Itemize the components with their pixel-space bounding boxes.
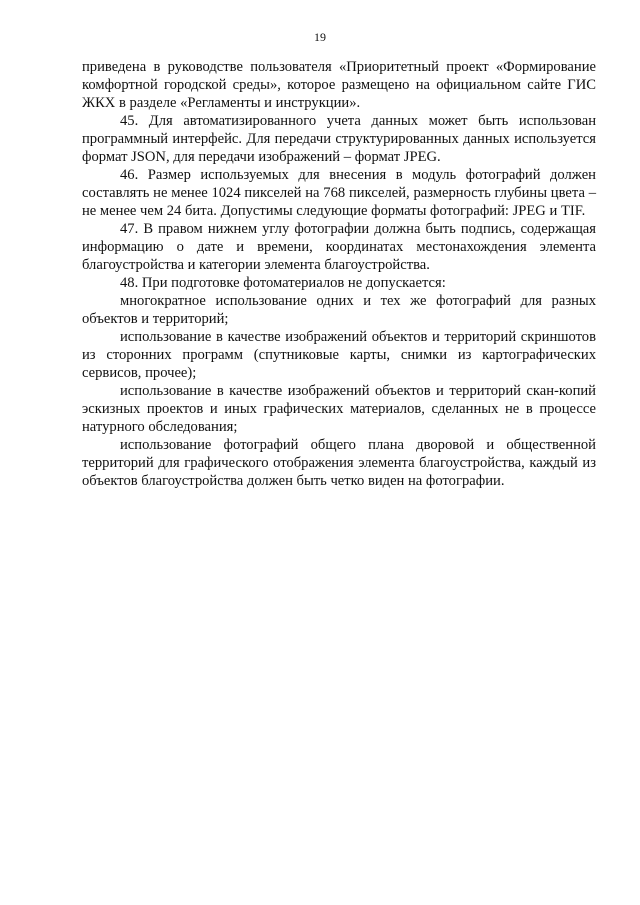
page-number: 19 <box>314 30 326 44</box>
paragraph-continuation: приведена в руководстве пользователя «Приоритетный проект «Формирование комфортной городской среды», которое размещено на официальном сайте ГИС ЖКХ в разделе «Регламенты и инструкции». <box>82 59 596 111</box>
paragraph-48-item-1: многократное использование одних и тех же фотографий для разных объектов и территорий; <box>82 293 596 327</box>
paragraph-46: 46. Размер используемых для внесения в модуль фотографий должен составлять не менее 1024 пикселей на 768 пикселей, размерность глубины цвета – не менее чем 24 бита. Допустимы следующие форматы фотографий: JPEG и TIF. <box>82 167 596 219</box>
paragraph-47: 47. В правом нижнем углу фотографии должна быть подпись, содержащая информацию о дате и времени, координатах местонахождения элемента благоустройства и категории элемента благоустройства. <box>82 221 596 273</box>
paragraph-48: 48. При подготовке фотоматериалов не допускается: <box>120 275 446 291</box>
paragraph-45: 45. Для автоматизированного учета данных может быть использован программный интерфейс. Для передачи структурированных данных используется формат JSON, для передачи изображений – формат JPEG. <box>82 113 596 165</box>
paragraph-48-item-3: использование в качестве изображений объектов и территорий скан-копий эскизных проектов и иных графических материалов, сделанных не в процессе натурного обследования; <box>82 383 596 435</box>
paragraph-48-item-4: использование фотографий общего плана дворовой и общественной территорий для графического отображения элемента благоустройства, каждый из объектов благоустройства должен быть четко виден на фотографии. <box>82 437 596 489</box>
document-body <box>82 58 596 490</box>
paragraph-48-item-2: использование в качестве изображений объектов и территорий скриншотов из сторонних программ (спутниковые карты, снимки из картографических сервисов, прочее); <box>82 329 596 381</box>
